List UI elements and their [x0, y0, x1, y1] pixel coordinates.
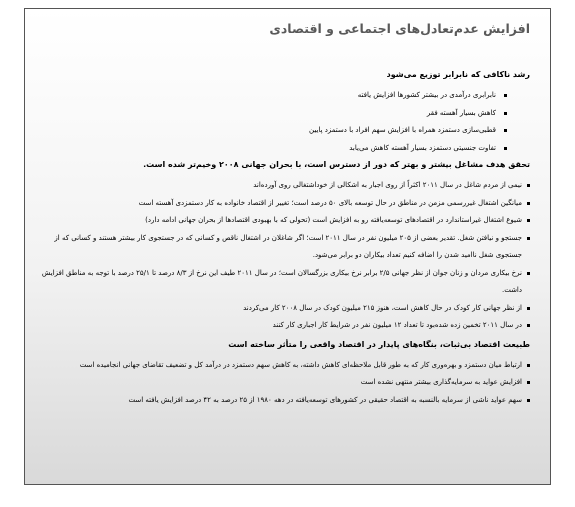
slide-content: [35, 69, 540, 480]
bullet-item: قطبی‌سازی دستمزد همراه با افزایش سهم افراد با دستمزد پایین: [35, 122, 540, 140]
bullet-list: [35, 357, 540, 410]
section-heading: رشد ناکافی که نابرابر توزیع می‌شود: [386, 70, 530, 79]
bullet-list: [35, 87, 540, 157]
bullet-item: در سال ۲۰۱۱ تخمین زده شده‌بود تا تعداد ۱۲ میلیون نفر در شرایط کار اجباری کار کنند: [35, 317, 540, 335]
section-heading: تحقق هدف مشاغل بیشتر و بهتر که دور از دسترس است، با بحران جهانی ۲۰۰۸ وخیم‌تر شده است.: [143, 160, 530, 169]
bullet-item: نیمی از مردم شاغل در سال ۲۰۱۱ اکثراً از روی اجبار به اشکالی از خوداشتغالی روی آورده‌اند: [35, 177, 540, 195]
bullet-item: کاهش بسیار آهسته فقر: [35, 105, 540, 123]
bullet-item: نابرابری درآمدی در بیشتر کشورها افزایش یافته: [35, 87, 540, 105]
bullet-item: شیوع اشتغال غیراستاندارد در اقتصادهای توسعه‌یافته رو به افزایش است (تحولی که با بهبودی اقتصادها از بحران جهانی ادامه دارد): [35, 212, 540, 230]
section-unstable-economy: [35, 339, 540, 410]
bullet-item: میانگین اشتغال غیررسمی مزمن در مناطق در حال توسعه بالای ۵۰ درصد است؛ تغییر از اقتصاد خانواده به کار دستمزدی آهسته است: [35, 195, 540, 213]
bullet-item: تفاوت جنسیتی دستمزد بسیار آهسته کاهش می‌یابد: [35, 140, 540, 158]
section-heading: طبیعت اقتصاد بی‌ثبات، بنگاه‌های پایدار در اقتصاد واقعی را متأثر ساخته است: [228, 339, 530, 349]
bullet-item: افزایش عواید به سرمایه‌گذاری بیشتر منتهی نشده است: [35, 374, 540, 392]
bullet-item: ارتباط میان دستمزد و بهره‌وری کار که به طور قابل ملاحظه‌ای کاهش داشته، به کاهش سهم دستمزد در درآمد کل و تضعیف تقاضای جهانی انجامیده است: [35, 357, 540, 375]
section-jobs-goal: [35, 159, 540, 335]
bullet-item: نرخ بیکاری مردان و زنان جوان از نظر جهانی ۲/۵ برابر نرخ بیکاری بزرگسالان است؛ در سال ۲۰۱۱ طیف این نرخ از ۸/۳ درصد تا ۲۵/۱ درصد با توجه به مناطق افزایش داشت.: [35, 265, 540, 300]
bullet-item: سهم عواید ناشی از سرمایه بالنسبه به اقتصاد حقیقی در کشورهای توسعه‌یافته در دهه ۱۹۸۰ از ۲۵ درصد به ۴۲ درصد افزایش یافته است: [35, 392, 540, 410]
slide-title: افزایش عدم‌تعادل‌های اجتماعی و اقتصادی: [269, 21, 530, 36]
slide-frame: [24, 8, 551, 485]
bullet-item: جستجو و نیافتن شغل. تقدیر بعضی از ۲۰۵ میلیون نفر در سال ۲۰۱۱ است؛ اگر شاغلان در اشتغال ناقص و کسانی که در جستجوی کار بیشتر هستند و کسانی که از جستجوی شغل ناامید شدن را اضافه کنیم تعداد بیکاران دو برابر می‌شود.: [35, 230, 540, 265]
section-unequal-growth: [35, 69, 540, 157]
bullet-list: [35, 177, 540, 335]
bullet-item: از نظر جهانی کار کودک در حال کاهش است، هنوز ۲۱۵ میلیون کودک در سال ۲۰۰۸ کار می‌کردند: [35, 300, 540, 318]
